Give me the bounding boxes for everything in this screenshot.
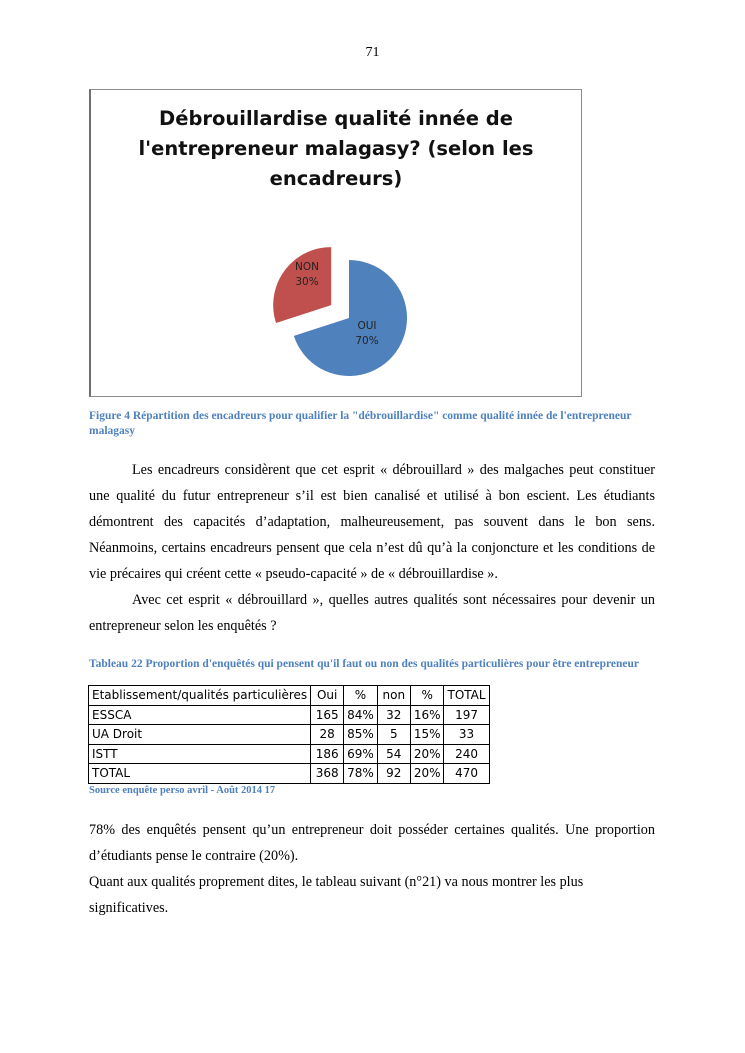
table-cell: 368 <box>311 764 344 784</box>
figure-caption: Figure 4 Répartition des encadreurs pour qualifier la "débrouillardise" comme qualité innée de l'entrepreneur malagasy <box>89 410 632 437</box>
header-cell: Etablissement/qualités particulières <box>89 686 311 706</box>
paragraph-2: Avec cet esprit « débrouillard », quelles autres qualités sont nécessaires pour devenir un entrepreneur selon les enquêtés ? <box>89 592 655 634</box>
table-cell: 32 <box>377 705 410 725</box>
table-cell: 69% <box>344 744 378 764</box>
table-cell: ISTT <box>89 744 311 764</box>
table-cell: 84% <box>344 705 378 725</box>
header-cell: % <box>344 686 378 706</box>
table-row <box>89 725 490 745</box>
header-cell: non <box>377 686 410 706</box>
header-cell: Oui <box>311 686 344 706</box>
table-cell: 240 <box>444 744 489 764</box>
paragraph-4: Quant aux qualités proprement dites, le tableau suivant (n°21) va nous montrer les plus significatives. <box>89 874 584 916</box>
table-source: Source enquête perso avril - Août 2014 17 <box>89 785 276 796</box>
table-cell: TOTAL <box>89 764 311 784</box>
table-cell: 85% <box>344 725 378 745</box>
table-cell: 92 <box>377 764 410 784</box>
table-cell: 15% <box>410 725 444 745</box>
pie-value-oui: 70% <box>355 335 379 347</box>
table-cell: ESSCA <box>89 705 311 725</box>
table-cell: 33 <box>444 725 489 745</box>
table-cell: 16% <box>410 705 444 725</box>
table-cell: 20% <box>410 764 444 784</box>
table-cell: 186 <box>311 744 344 764</box>
table-cell: UA Droit <box>89 725 311 745</box>
table-row <box>89 744 490 764</box>
pie-value-non: 30% <box>295 276 319 288</box>
table-cell: 165 <box>311 705 344 725</box>
table-cell: 197 <box>444 705 489 725</box>
table-caption: Tableau 22 Proportion d'enquêtés qui pensent qu'il faut ou non des qualités particulières pour être entrepreneur <box>89 658 640 670</box>
chart-title-line-2: l'entrepreneur malagasy? (selon les <box>138 137 534 160</box>
paragraph-1: Les encadreurs considèrent que cet esprit « débrouillard » des malgaches peut constituer une qualité du futur entrepreneur s’il est bien canalisé et utilisé à bon escient. Les étudiants démontrent des capacités d’adaptation, malheureusement, pas souvent dans le bon sens. Néanmoins, certains encadreurs pensent que cela n’est dû qu’à la conjoncture et les conditions de vie précaires qui créent cette « pseudo-capacité » de « débrouillardise ». <box>89 462 655 582</box>
table-cell: 5 <box>377 725 410 745</box>
pie-chart-figure <box>89 89 582 397</box>
chart-title-line-3: encadreurs) <box>269 167 403 190</box>
paragraph-3: 78% des enquêtés pensent qu’un entrepreneur doit posséder certaines qualités. Une proportion d’étudiants pense le contraire (20%). <box>89 822 655 864</box>
header-cell: % <box>410 686 444 706</box>
table-cell: 54 <box>377 744 410 764</box>
page-number: 71 <box>365 45 380 60</box>
pie-chart <box>91 90 582 396</box>
header-cell: TOTAL <box>444 686 489 706</box>
data-table <box>88 685 490 784</box>
pie-label-oui: OUI <box>357 320 377 332</box>
table-cell: 78% <box>344 764 378 784</box>
table-cell: 470 <box>444 764 489 784</box>
table-cell: 20% <box>410 744 444 764</box>
table-row <box>89 705 490 725</box>
table-cell: 28 <box>311 725 344 745</box>
pie-label-non: NON <box>295 261 319 273</box>
table-header-row <box>89 686 490 706</box>
table-row-total <box>89 764 490 784</box>
chart-title-line-1: Débrouillardise qualité innée de <box>159 107 513 130</box>
